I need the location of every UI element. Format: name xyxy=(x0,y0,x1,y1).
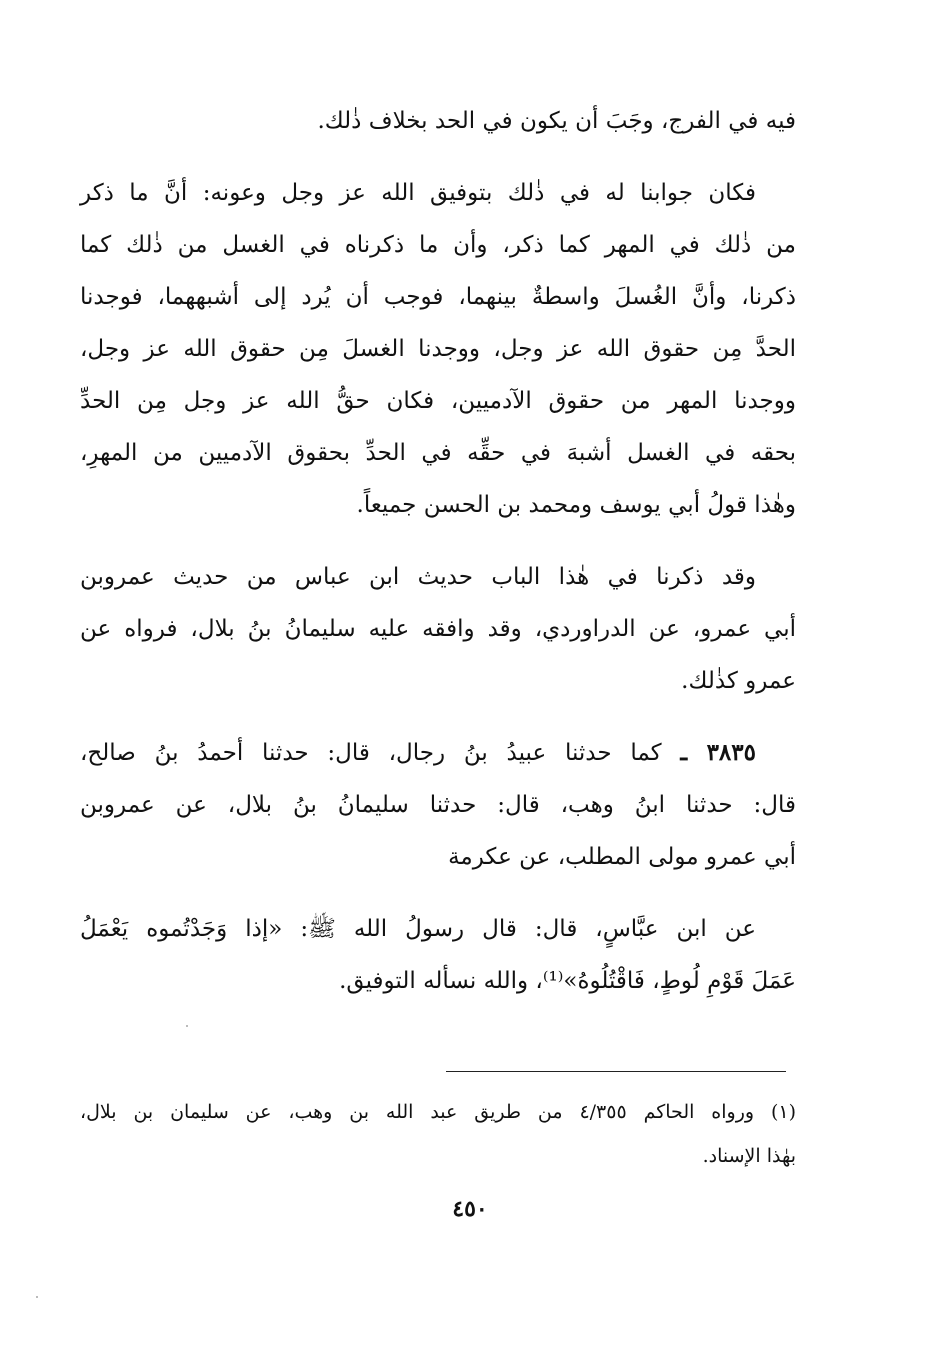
text-line: من ذٰلك في المهر كما ذكر، وأن ما ذكرناه في الغسل من ذٰلك كما xyxy=(80,232,796,258)
text-line: أبي عمرو مولى المطلب، عن عكرمة xyxy=(448,844,796,870)
text-line xyxy=(80,727,796,779)
text-line: الحدَّ مِن حقوق الله عز وجل، ووجدنا الغسلَ مِن حقوق الله عز وجل، xyxy=(80,336,796,362)
text-line: وقد ذكرنا في هٰذا الباب حديث ابن عباس من حديث عمروبن xyxy=(80,564,756,590)
scan-speck xyxy=(36,1296,38,1298)
footnote-separator xyxy=(446,1071,786,1072)
footnotes xyxy=(80,1090,796,1178)
text-line: ذكرنا، وأنَّ الغُسلَ واسطةٌ بينهما، فوجب أن يُرد إلى أشبههما، فوجدنا xyxy=(80,284,796,310)
paragraph-gap xyxy=(80,531,796,551)
text-line: عن ابن عبَّاسٍ، قال: قال رسولُ الله ﷺ: «إذا وَجَدْتُموه يَعْمَلُ xyxy=(80,916,756,942)
footnote-line: (١) ورواه الحاكم ٤/٣٥٥ من طريق عبد الله بن وهب، عن سليمان بن بلال، xyxy=(80,1101,796,1123)
footnote-line: بهٰذا الإسناد. xyxy=(702,1145,796,1167)
paragraph-2 xyxy=(80,167,796,531)
paragraph-3 xyxy=(80,551,796,707)
paragraph-gap xyxy=(80,883,796,903)
paragraph-1 xyxy=(80,95,796,147)
paragraph-5 xyxy=(80,903,796,1007)
text-line: فكان جوابنا له في ذٰلك بتوفيق الله عز وجل وعونه: أنَّ ما ذكر xyxy=(80,180,756,206)
hadith-number: ٣٨٣٥ ـ xyxy=(680,739,756,766)
page-number: ٤٥٠ xyxy=(452,1196,488,1222)
paragraph-gap xyxy=(80,147,796,167)
text-line: أبي عمرو، عن الدراوردي، وقد وافقه عليه سليمانُ بنُ بلال، فرواه عن xyxy=(80,616,796,642)
text-line: بحقه في الغسل أشبهَ في حقِّه في الحدِّ بحقوق الآدميين من المهرِ، xyxy=(80,440,796,466)
text-line: عمرو كذٰلك. xyxy=(681,668,796,694)
text-line: ووجدنا المهر من حقوق الآدميين، فكان حقُّ الله عز وجل مِن الحدِّ xyxy=(80,388,796,414)
paragraph-hadith-3835 xyxy=(80,727,796,883)
text-line: عَمَلَ قَوْمِ لُوطٍ، فَاقْتُلُوهُ»⁽¹⁾، والله نسأله التوفيق. xyxy=(339,968,796,994)
scan-speck xyxy=(186,1025,188,1027)
page-body xyxy=(80,95,796,1007)
text-line: فيه في الفرج، وجَبَ أن يكون في الحد بخلاف ذٰلك. xyxy=(317,108,796,134)
hadith-chain-start: كما حدثنا عبيدُ بنُ رجال، قال: حدثنا أحمدُ بنُ صالح، xyxy=(80,740,662,766)
paragraph-gap xyxy=(80,707,796,727)
text-line: قال: حدثنا ابنُ وهب، قال: حدثنا سليمانُ بنُ بلال، عن عمروبن xyxy=(80,792,796,818)
text-line: وهٰذا قولُ أبي يوسف ومحمد بن الحسن جميعاً. xyxy=(356,492,796,518)
